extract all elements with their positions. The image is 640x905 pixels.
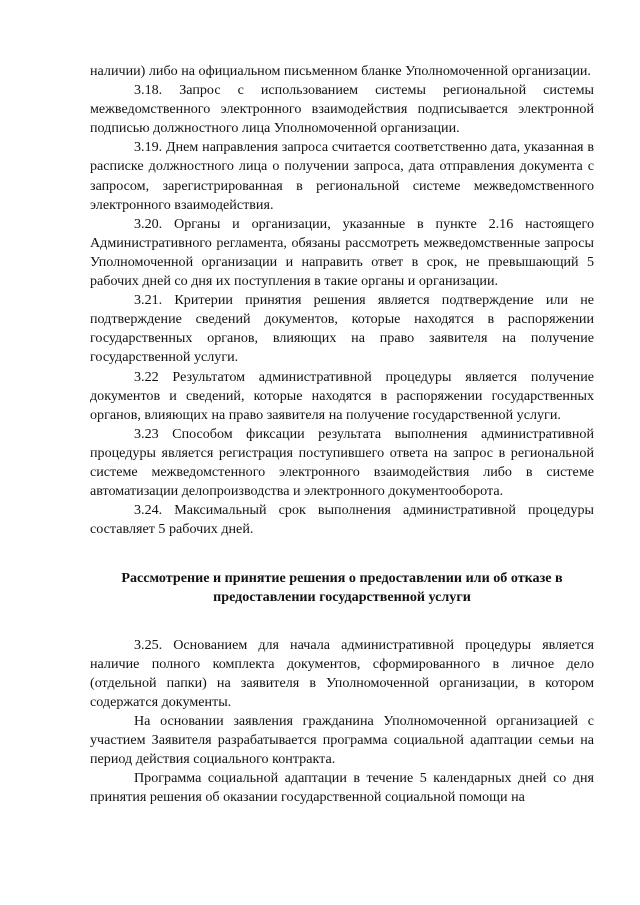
section-heading: Рассмотрение и принятие решения о предоставлении или об отказе в предоставлении государственной услуги — [121, 570, 563, 606]
paragraph-3-18: 3.18. Запрос с использованием системы региональной системы межведомственного электронного взаимодействия подписывается электронной подписью должностного лица Уполномоченной организации. — [90, 82, 594, 137]
paragraph-continuation: наличии) либо на официальном письменном бланке Уполномоченной организации. — [90, 63, 591, 79]
paragraph-adaptation-program: На основании заявления гражданина Уполномоченной организацией с участием Заявителя разрабатывается программа социальной адаптации семьи на период действия социального контракта. — [90, 712, 594, 768]
paragraph-3-22: 3.22 Результатом административной процедуры является получение документов и сведений, которые находятся в распоряжении государственных органов, влияющих на право заявителя на получение государственной услуги. — [90, 368, 594, 423]
document-body — [90, 62, 594, 807]
paragraph-adaptation-deadline: Программа социальной адаптации в течение 5 календарных дней со дня принятия решения об оказании государственной социальной помощи на — [90, 770, 594, 806]
paragraph-3-20: 3.20. Органы и организации, указанные в пункте 2.16 настоящего Административного регламента, обязаны рассмотреть межведомственные запросы Уполномоченной организации и направить ответ в срок, не превышающий 5 рабочих дней со дня их поступления в такие органы и организации. — [90, 215, 594, 290]
paragraph-3-24: 3.24. Максимальный срок выполнения административной процедуры составляет 5 рабочих дней. — [90, 502, 594, 538]
paragraph-3-19: 3.19. Днем направления запроса считается соответственно дата, указанная в расписке должностного лица о получении запроса, дата отправления документа с запросом, зарегистрированная в региональной системе межведомственного электронного взаимодействия. — [90, 139, 594, 213]
paragraph-3-21: 3.21. Критерии принятия решения является подтверждение или не подтверждение сведений документов, которые находятся в распоряжении государственных органов, влияющих на право заявителя на получение государственной услуги. — [90, 292, 594, 366]
paragraph-3-25: 3.25. Основанием для начала административной процедуры является наличие полного комплекта документов, сформированного в личное дело (отдельной папки) на заявителя в Уполномоченной организации, в котором содержатся документы. — [90, 636, 594, 710]
paragraph-3-23: 3.23 Способом фиксации результата выполнения административной процедуры является регистрация поступившего ответа на запрос в региональной системе межведомстенного электронного взаимодействия либо в системе автоматизации делопроизводства и электронного документооборота. — [90, 425, 594, 500]
